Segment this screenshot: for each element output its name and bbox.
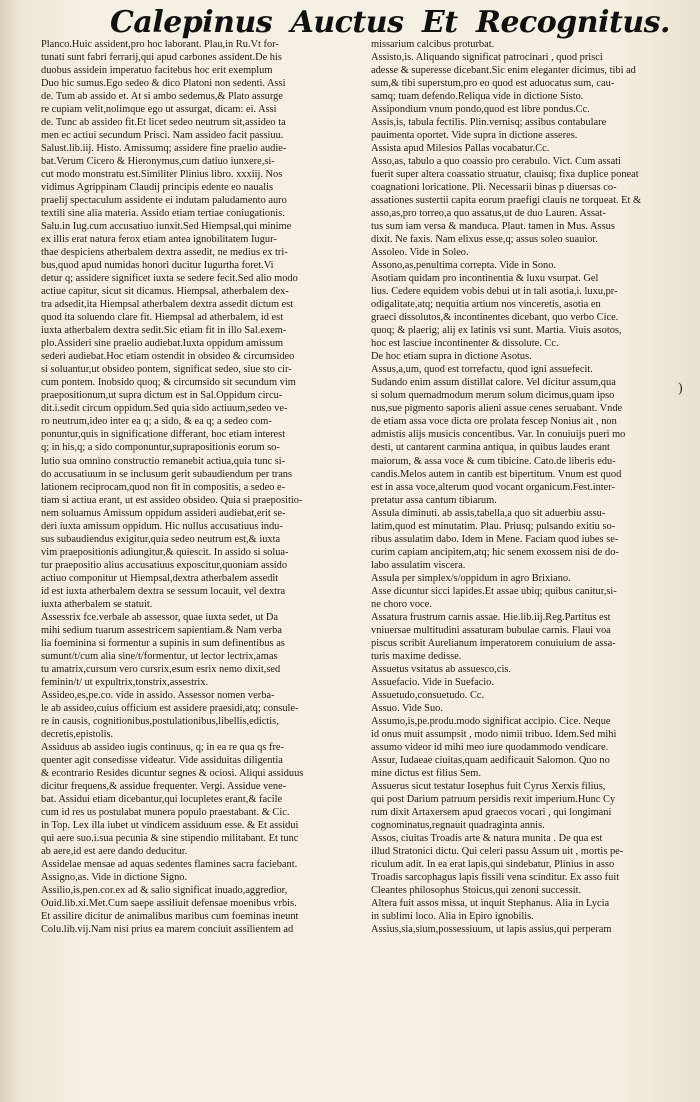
text-line: Assuetudo,consuetudo. Cc. <box>371 689 485 701</box>
text-line: actiuo componitur ut Hiempsal,dextra atherbalem assedit <box>41 572 279 584</box>
text-line: Assono,as,penultima correpta. Vide in Sono. <box>371 260 557 272</box>
text-line: lutio sua omnino constructio remanebit actiua,quia tunc si- <box>41 455 286 467</box>
text-line: ribus assulatim dabo. Idem in Mene. Faciam quod iubes se- <box>371 533 619 545</box>
text-line: ne choro voce. <box>371 598 432 610</box>
text-line: vniuersae multitudini assaturam bubulae carnis. Flaui voa <box>371 624 611 636</box>
text-line: Assidelae mensae ad aquas sedentes flamines sacra faciebant. <box>41 858 298 870</box>
text-line: Assumo,is,pe.produ.modo significat accipio. Cice. Neque <box>371 715 611 727</box>
text-line: candis.Melos autem in cantib est bipertitum. Vnum est quod <box>371 468 622 480</box>
text-line: Assuo. Vide Suo. <box>371 702 443 714</box>
text-line: Asotiam quidam pro incontinentia & luxu vsurpat. Gel <box>371 273 599 285</box>
margin-mark: ) <box>678 381 683 396</box>
text-line: cum id res us postulabat munera populo praestabant. & Cic. <box>41 806 290 818</box>
text-line: Assuetus vsitatus ab assuesco,cis. <box>371 663 511 675</box>
text-line: re cupiam velit,nolimque ego ut assurgat, dicam: ei. Assi <box>41 104 277 116</box>
text-line: pretatur assa cantum tibiarum. <box>371 494 497 506</box>
text-line: vidimus Agrippinam Claudij principis edente eo naualis <box>41 182 274 194</box>
text-line: Assiduus ab assideo iugis continuus, q; in ea re qua qs fre- <box>41 741 284 753</box>
text-line: turis maxime dedisse. <box>371 650 462 662</box>
text-line: Assatura frustrum carnis assae. Hie.lib.iij.Reg.Partitus est <box>371 611 611 623</box>
text-line: vim praepositionis adiungitur,& quiescit. In assido si solua- <box>41 546 289 558</box>
text-line: Salust.lib.iij. Histo. Amissumq; assidere fine praelio audie- <box>41 143 287 155</box>
text-line: bus,quod apud numidas honori ducitur Iugurtha foret.Vi <box>41 260 274 272</box>
text-line: rum dixit Artaxersem apud graecos vocari , qui longimani <box>371 806 612 818</box>
text-line: Asse dicuntur sicci lapides.Et assae ubiq; quibus canitur,si- <box>371 585 617 597</box>
text-line: pauimenta oportet. Vide supra in dictione asseres. <box>371 130 578 142</box>
text-line: lationem reciprocam,quod non fit in compositis, a sedeo e- <box>41 481 286 493</box>
text-line: actiue capitur, sicut sit dicamus. Hiempsal, atherbalem dex- <box>41 286 289 298</box>
text-line: id onus muit assumpsit , modo nimii tribuo. Idem.Sed mihi <box>371 728 617 740</box>
text-line: quod ita soluendo clare fit. Hiempsal ad atherbalem, id est <box>41 312 284 324</box>
text-line: id est iuxta atherbalem dextra se sessum locauit, vel dextra <box>41 585 286 597</box>
text-line: maiorum, & assa voce & cum tibicine. Cato.de liberis edu- <box>371 455 616 467</box>
text-line: Altera fuit assos missa, ut inquit Stephanus. Alia in Lycia <box>371 898 610 910</box>
text-line: Ouid.lib.xi.Met.Cum saepe assiliuit defensae moenibus vrbis. <box>41 898 297 910</box>
text-line: bat.Verum Cicero & Hieronymus,cum datiuo iunxere,si- <box>41 156 275 168</box>
text-line: tra adsedit,ita Hiempsal atherbalem dextra assedit dictum est <box>41 299 294 311</box>
text-line: hoc est lasciue incontinenter & dissolute. Cc. <box>371 338 559 350</box>
text-line: Assuerus sicut testatur Iosephus fuit Cyrus Xerxis filius, <box>371 780 606 792</box>
text-line: decretis,epistolis. <box>41 728 114 740</box>
text-line: est in assa voce,alterum quod vocant organicum.Fest.inter- <box>371 481 616 493</box>
text-line: Assius,sia,sium,possessiuum, ut lapis assius,qui perperam <box>371 924 612 936</box>
text-line: Assessrix fce.verbale ab assessor, quae iuxta sedet, ut Da <box>41 611 279 623</box>
text-line: coagnationi loricatione. Pli. Necessarii binas p diuersas co- <box>371 182 617 194</box>
text-line: q; in his,q; a sido componuntur,suprapositionis eorum so- <box>41 442 280 454</box>
text-line: ro neutrum,ideo inter ea q; a sido, & ea q; a sedeo com- <box>41 416 272 428</box>
text-line: dicitur frequens,& assidue frequenter. Vergi. Assidue vene- <box>41 780 287 792</box>
text-line: riculum adit. In ea erat lapis,qui sindebatur, Plinius in asso <box>371 858 615 870</box>
page-gutter-shadow <box>0 0 18 1102</box>
text-line: lia foeminina si formentur a supinis in sum definentibus as <box>41 637 285 649</box>
text-line: Assuefacio. Vide in Suefacio. <box>371 676 494 688</box>
text-line: Assideo,es,pe.co. vide in assido. Assessor nomen verba- <box>41 689 275 701</box>
text-line: tunati sunt fabri ferrarij,qui apud carbones assident.De his <box>41 52 282 64</box>
text-line: le ab assideo,cuius officium est assidere praesidi,atq; consule- <box>41 702 299 714</box>
text-line: cum pontem. Inobsido quoq; & circumsido sit secundum vim <box>41 377 296 389</box>
text-line: assationes sustertii capita eorum praefigi clauis ne torqueat. Et & <box>371 195 642 207</box>
text-line: Assigno,as. Vide in dictione Signo. <box>41 872 188 883</box>
text-line: sumunt/t/cum alia sine/t/formentur, ut lector lectrix,amas <box>41 650 278 662</box>
text-line: Assis,is, tabula fectilis. Plin.vernisq; assibus contabulare <box>371 117 607 129</box>
text-line: quoq; & plaerig; alij ex latinis vsi sunt. Martia. Viuis asotos, <box>371 325 622 337</box>
text-line: do accusatiuum in se inclusum gerit subaudiendum per trans <box>41 468 293 480</box>
text-line: qui post Darium patruum persidis rexit imperium.Hunc Cy <box>371 793 616 805</box>
text-line: Duo hic sumus.Ego sedeo & dico Platoni non sedenti. Assi <box>41 78 286 90</box>
text-line: Colu.lib.vij.Nam nisi prius ea marem conciuit assilientem ad <box>41 924 294 936</box>
header-word-calepinus: Calepinus <box>110 5 273 40</box>
text-line: de etiam assa voce dicta ore prolata fescep Nonius ait , non <box>371 416 617 428</box>
text-line: sum,& tibi superstum,pro eo quod est aduocatus sum, cau- <box>371 78 615 90</box>
text-line: Planco.Huic assident,pro hoc laborant. Plau,in Ru.Vt for- <box>41 39 279 50</box>
text-line: ponuntur,quis in significatione differant, hoc etiam interest <box>41 429 286 441</box>
text-line: curim capiam ancipitem,atq; hic senem exossem nisi de do- <box>371 546 619 558</box>
text-line: piscus scribit Aurelianum imperatorem conuiuium de assa- <box>371 637 616 649</box>
text-line: Assisto,is. Aliquando significat patrocinari , quod prisci <box>371 52 603 64</box>
text-line: thae despiciens atherbalem dextra assedit, ne medius ex tri- <box>41 247 288 259</box>
text-line: Assus,a,um, quod est torrefactu, quod igni assuefecit. <box>371 364 593 376</box>
text-line: graeci dissolutos,& incontinentes dicebant, quo verbo Cice. <box>371 312 619 324</box>
text-line: Et assilire dicitur de animalibus maribus cum foeminas ineunt <box>41 911 299 923</box>
text-line: Sudando enim assum distillat calore. Vel dicitur assum,qua <box>371 377 616 389</box>
text-line: men ec actiui secundum Prisci. Nam assideo facit passiuu. <box>41 130 284 142</box>
text-line: plo.Assideri sine praelio audiebat.Iuxta oppidum amissum <box>41 338 284 350</box>
text-line: iuxta atherbalem dextra sedit.Sic etiam fit in illo Sal.exem- <box>41 325 287 337</box>
text-line: nem soluamus Amissum oppidum assideri audiebat,erit se- <box>41 507 286 519</box>
text-line: Asso,as, tabulo a quo coassio pro cerabulo. Vict. Cum assati <box>371 156 621 168</box>
text-line: de. Tum ab assido et. At si ambo sedemus,& Plato assurge <box>41 91 283 103</box>
text-line: iuxta atherbalem se statuit. <box>41 598 153 610</box>
text-line: fuerit super altera coassatio struatur, clauisq; fixa duplice poneat <box>371 169 639 181</box>
text-line: Assista apud Milesios Pallas vocabatur.Cc. <box>371 143 550 155</box>
header-word-auctus: Auctus <box>290 5 404 40</box>
text-line: tus sum iam versa & manduca. Plaut. tamen in Mus. Assus <box>371 221 615 233</box>
text-line: Assula diminuti. ab assis,tabella,a quo sit aduerbiu assu- <box>371 507 606 519</box>
text-line: Cleantes philosophus Stoicus,qui zenoni successit. <box>371 885 582 897</box>
text-line: admistis alijs musicis concentibus. Var. In conuiuijs pueri mo <box>371 429 626 441</box>
text-line: deri iuxta amissum oppidum. Hic nullus accusatiuus indu- <box>41 520 283 532</box>
text-line: detur q; assidere significet iuxta se sedere fecit.Sed alio modo <box>41 273 298 285</box>
text-line: si solum quemadmodum merum solum dicimus,quam ipso <box>371 390 615 402</box>
text-line: de. Tunc ab assideo fit.Et licet sedeo neutrum sit,assideo ta <box>41 117 286 129</box>
text-line: textili sine alia materia. Assido etiam tertiae coniugationis. <box>41 208 285 220</box>
text-line: asso,as,pro torreo,a quo assatus,ut de duo Lauren. Assat- <box>371 208 606 220</box>
left-text-column <box>41 38 341 936</box>
text-line: illud Stratonici dictu. Qui celeri passu Assum uit , mortis pe- <box>371 845 624 857</box>
text-line: odigalitate,atq; nequitia artium nos vinceretis, asotia en <box>371 299 601 311</box>
text-line: nus,sue pigmento saporis alieni assue cenes seruabant. Vnde <box>371 403 623 415</box>
text-line: missarium calcibus proturbat. <box>371 39 495 50</box>
text-line: sederi audiebat.Hoc etiam ostendit in obsideo & circumsideo <box>41 351 295 363</box>
header-word-recognitus: Recognitus. <box>476 5 670 40</box>
text-line: in Top. Lex illa iubet ut vindicem assiduum esse. & Et assidui <box>41 819 299 831</box>
text-line: lius. Cedere equidem vobis debui ut in tali asotia,i. luxu,pr- <box>371 286 618 298</box>
text-line: Assilio,is,pen.cor.ex ad & salio significat inuado,aggredior, <box>41 885 288 897</box>
text-line: Assula per simplex/s/oppidum in agro Brixiano. <box>371 572 571 584</box>
text-line: assumo videor id mihi meo iure quodammodo vendicare. <box>371 741 609 753</box>
running-header <box>110 4 670 40</box>
text-line: desti, ut cantarent carmina antiqua, in quibus laudes erant <box>371 442 610 454</box>
text-line: dit.i.sedit circum oppidum.Sed quia sido actiuum,sedeo ve- <box>41 403 288 415</box>
text-line: Assoleo. Vide in Soleo. <box>371 247 469 259</box>
text-line: ex illis erat natura ferox etiam antea ignobilitatem Iugur- <box>41 234 277 246</box>
text-line: praelij spectaculum assidente ei indutam paludamento auro <box>41 195 287 207</box>
text-line: quenter agit consedisse videatur. Vide assiduitas diligentia <box>41 754 283 766</box>
text-line: feminin/t/ ut expultrix,tonstrix,assestrix. <box>41 676 209 688</box>
text-line: latim,quod est minutatim. Plau. Priusq; pulsando exitiu so- <box>371 520 616 532</box>
text-line: tu amatrix,cursum vero cursrix,esum esrix nemo dixit,sed <box>41 663 281 675</box>
text-line: Salu.in Iug.cum accusatiuo iunxit.Sed Hiempsal,qui minime <box>41 221 292 233</box>
right-text-column <box>371 38 676 936</box>
text-line: labo assulatim viscera. <box>371 559 466 571</box>
text-line: tiam si actiua erant, ut est assideo obsideo. Quia si praepositio- <box>41 494 303 506</box>
text-line: bat. Assidui etiam dicebantur,qui locupletes erant,& facile <box>41 793 283 805</box>
text-line: tur praepositio alius accusatiuus exposcitur,quoniam assido <box>41 559 288 571</box>
text-line: mine dictus est filius Sem. <box>371 767 481 779</box>
text-line: cut modo monstratu est.Similiter Plinius libro. xxxiij. Nos <box>41 169 283 181</box>
text-line: De hoc etiam supra in dictione Asotus. <box>371 351 532 363</box>
text-line: dixit. Ne faxis. Nam elixus esse,q; assus soleo suauior. <box>371 234 598 246</box>
text-line: ab aere,id est aere dando deducitur. <box>41 845 188 857</box>
text-line: re in causis, cognitionibus,postulationibus,libellis,edictis, <box>41 715 279 727</box>
text-line: adesse & superesse dicebant.Sic enim eleganter dicimus, tibi ad <box>371 65 636 77</box>
text-line: & econtrario Resides dicuntur segnes & ociosi. Aliqui assiduus <box>41 767 304 779</box>
text-line: in sublimi loco. Alia in Epiro ignobilis. <box>371 911 534 923</box>
header-word-et: Et <box>421 5 458 40</box>
text-line: cognominatus,regnauit quadraginta annis. <box>371 819 545 831</box>
text-line: mihi sedium tuarum assestricem sapientiam.& Nam verba <box>41 624 282 636</box>
text-line: Assos, ciuitas Troadis arte & natura munita . De qua est <box>371 832 603 844</box>
text-line: Troadis sarcophagus lapis fissili vena scinditur. Ex asso fuit <box>371 872 620 883</box>
text-line: samq; tuam defendo.Reliqua vide in dictione Sisto. <box>371 91 584 103</box>
text-line: qui aere suo.i.sua pecunia & sine stipendio militabant. Et tunc <box>41 832 299 844</box>
text-line: Assur, Iudaeae ciuitas,quam aedificauit Salomon. Quo no <box>371 754 610 766</box>
text-line: si soluantur,ut obsideo pontem, significat sedeo, siue sto cir- <box>41 364 292 376</box>
text-line: praepositionum,ut supra dictum est in Sal.Oppidum circu- <box>41 390 283 402</box>
text-line: duobus assidein imperatuo facitebus hoc erit exemplum <box>41 65 273 77</box>
text-line: sus subaudiendus exigitur,quia sedeo neutrum est,& iuxta <box>41 533 281 545</box>
text-line: Assipondium vnum pondo,quod est libre pondus.Cc. <box>371 104 590 116</box>
